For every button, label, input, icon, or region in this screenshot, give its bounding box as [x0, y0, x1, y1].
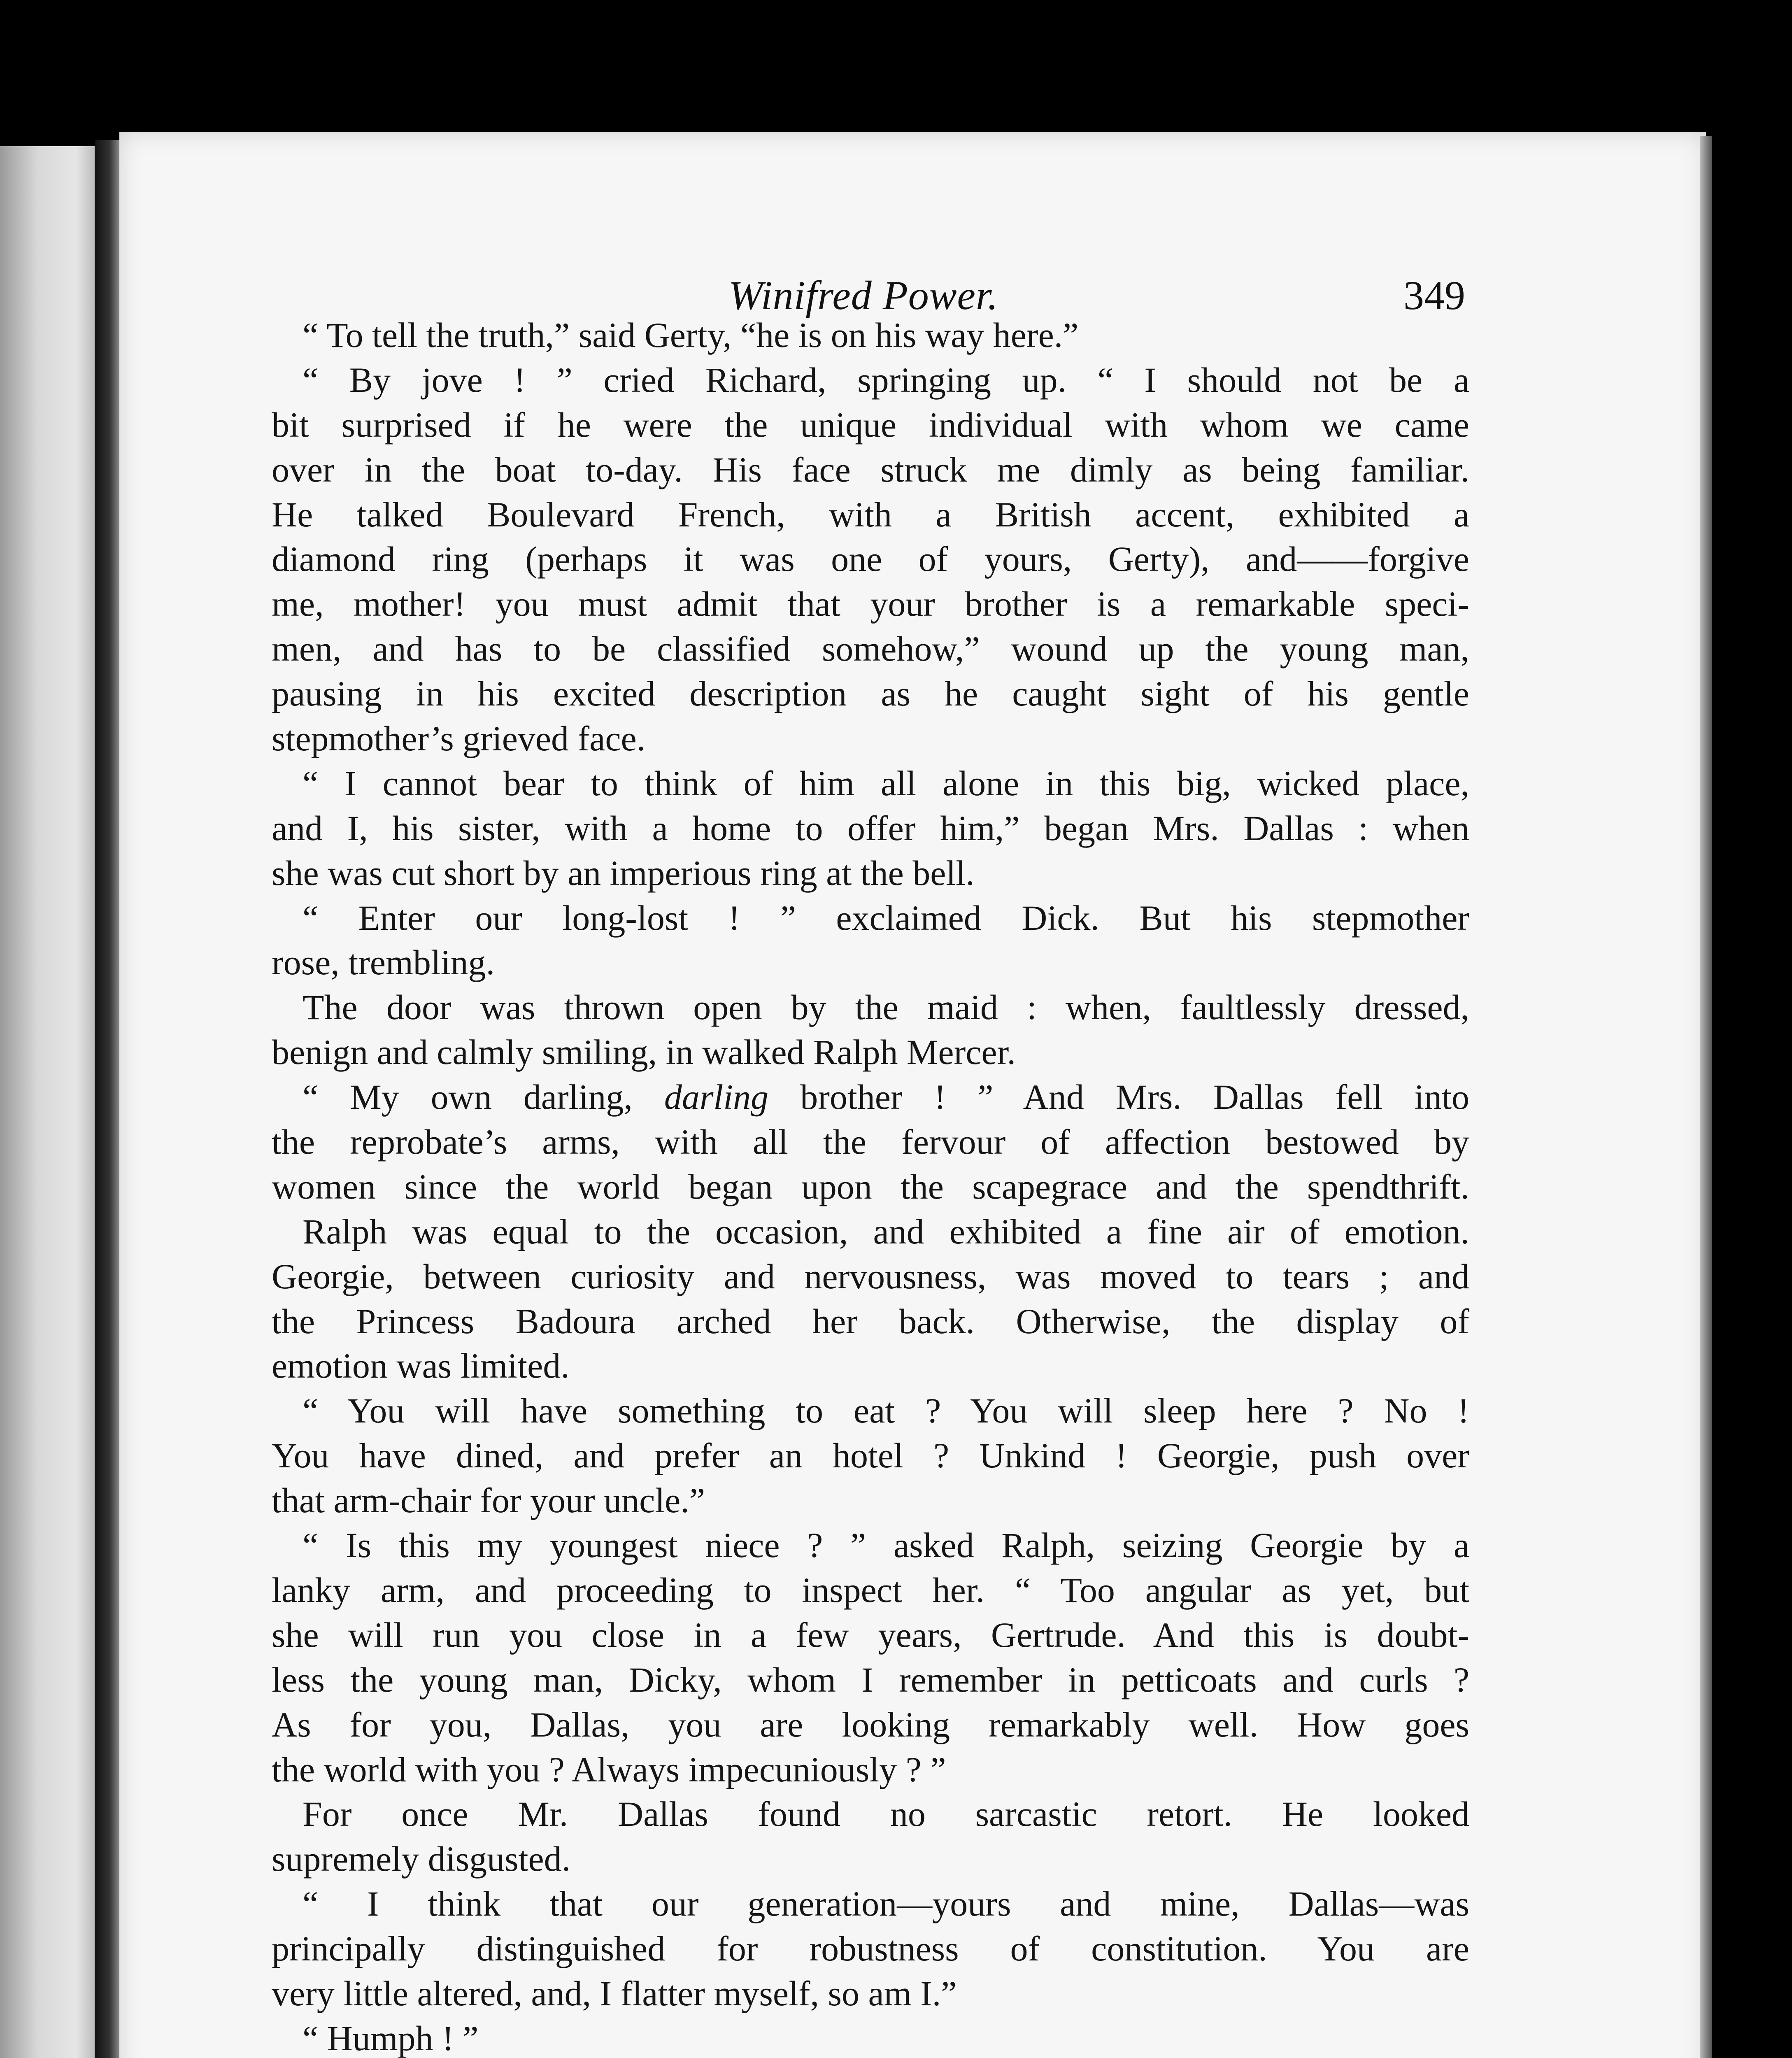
text-line: the Princess Badoura arched her back. Otherwise, the display of	[272, 1301, 1469, 1341]
text-line: bit surprised if he were the unique individual with whom we came	[272, 405, 1469, 445]
text-line: “ My own darling, darling brother ! ” And Mrs. Dallas fell into	[303, 1077, 1469, 1117]
text-line: “ By jove ! ” cried Richard, springing up. “ I should not be a	[303, 360, 1469, 400]
emphasis: darling	[664, 1077, 769, 1117]
text-line: over in the boat to-day. His face struck me dimly as being familiar.	[272, 449, 1469, 489]
text-line: women since the world began upon the scapegrace and the spendthrift.	[272, 1166, 1469, 1206]
text-line: that arm-chair for your uncle.”	[272, 1481, 705, 1520]
text-line: she will run you close in a few years, Gertrude. And this is doubt-	[272, 1615, 1469, 1655]
text-line: less the young man, Dicky, whom I remember in petticoats and curls ?	[272, 1660, 1469, 1699]
page-number: 349	[1403, 272, 1465, 318]
book-gutter	[95, 140, 119, 2058]
text-line: pausing in his excited description as he caught sight of his gentle	[272, 674, 1469, 714]
text-line: rose, trembling.	[272, 943, 495, 982]
text-line: “ Is this my youngest niece ? ” asked Ralph, seizing Georgie by a	[303, 1525, 1469, 1565]
text-line: the reprobate’s arms, with all the fervour of affection bestowed by	[272, 1122, 1469, 1162]
text-line: As for you, Dallas, you are looking remarkably well. How goes	[272, 1704, 1469, 1744]
text-line: principally distinguished for robustness of constitution. You are	[272, 1929, 1469, 1969]
text-line: and I, his sister, with a home to offer him,” began Mrs. Dallas : when	[272, 808, 1469, 848]
text-line: benign and calmly smiling, in walked Ralph Mercer.	[272, 1032, 1016, 1072]
text-line: me, mother! you must admit that your brother is a remarkable speci-	[272, 584, 1469, 624]
book-page	[119, 132, 1706, 2058]
text-line: He talked Boulevard French, with a British accent, exhibited a	[272, 494, 1469, 534]
text-line: very little altered, and, I flatter myself, so am I.”	[272, 1973, 957, 2013]
body-text	[272, 313, 1469, 2058]
text-line: diamond ring (perhaps it was one of yours, Gerty), and——forgive	[272, 539, 1469, 579]
page-right-edge	[1700, 136, 1712, 2058]
text-line: stepmother’s grieved face.	[272, 719, 646, 759]
text-line: Ralph was equal to the occasion, and exhibited a fine air of emotion.	[303, 1211, 1469, 1251]
text-line: “ I think that our generation—yours and mine, Dallas—was	[303, 1884, 1469, 1924]
text-line: The door was thrown open by the maid : when, faultlessly dressed,	[303, 987, 1469, 1027]
text-line: she was cut short by an imperious ring at the bell.	[272, 853, 975, 893]
text-line: “ Enter our long-lost ! ” exclaimed Dick. But his stepmother	[303, 898, 1469, 938]
running-title: Winifred Power.	[728, 272, 998, 318]
text-line: the world with you ? Always impecuniously ? ”	[272, 1749, 946, 1789]
text-line: You have dined, and prefer an hotel ? Unkind ! Georgie, push over	[272, 1436, 1469, 1476]
facing-page-edge	[0, 146, 95, 2058]
text-line: men, and has to be classified somehow,” wound up the young man,	[272, 629, 1469, 669]
text-line: emotion was limited.	[272, 1346, 570, 1386]
text-line: For once Mr. Dallas found no sarcastic retort. He looked	[303, 1794, 1469, 1834]
text-line: “ Humph ! ”	[303, 2018, 479, 2058]
text-line: lanky arm, and proceeding to inspect her. “ Too angular as yet, but	[272, 1570, 1469, 1610]
text-line: “ To tell the truth,” said Gerty, “he is on his way here.”	[303, 315, 1079, 355]
text-line: “ I cannot bear to think of him all alone in this big, wicked place,	[303, 763, 1469, 803]
text-line: Georgie, between curiosity and nervousness, was moved to tears ; and	[272, 1256, 1469, 1296]
text-line: “ You will have something to eat ? You will sleep here ? No !	[303, 1391, 1469, 1431]
text-line: supremely disgusted.	[272, 1839, 571, 1879]
